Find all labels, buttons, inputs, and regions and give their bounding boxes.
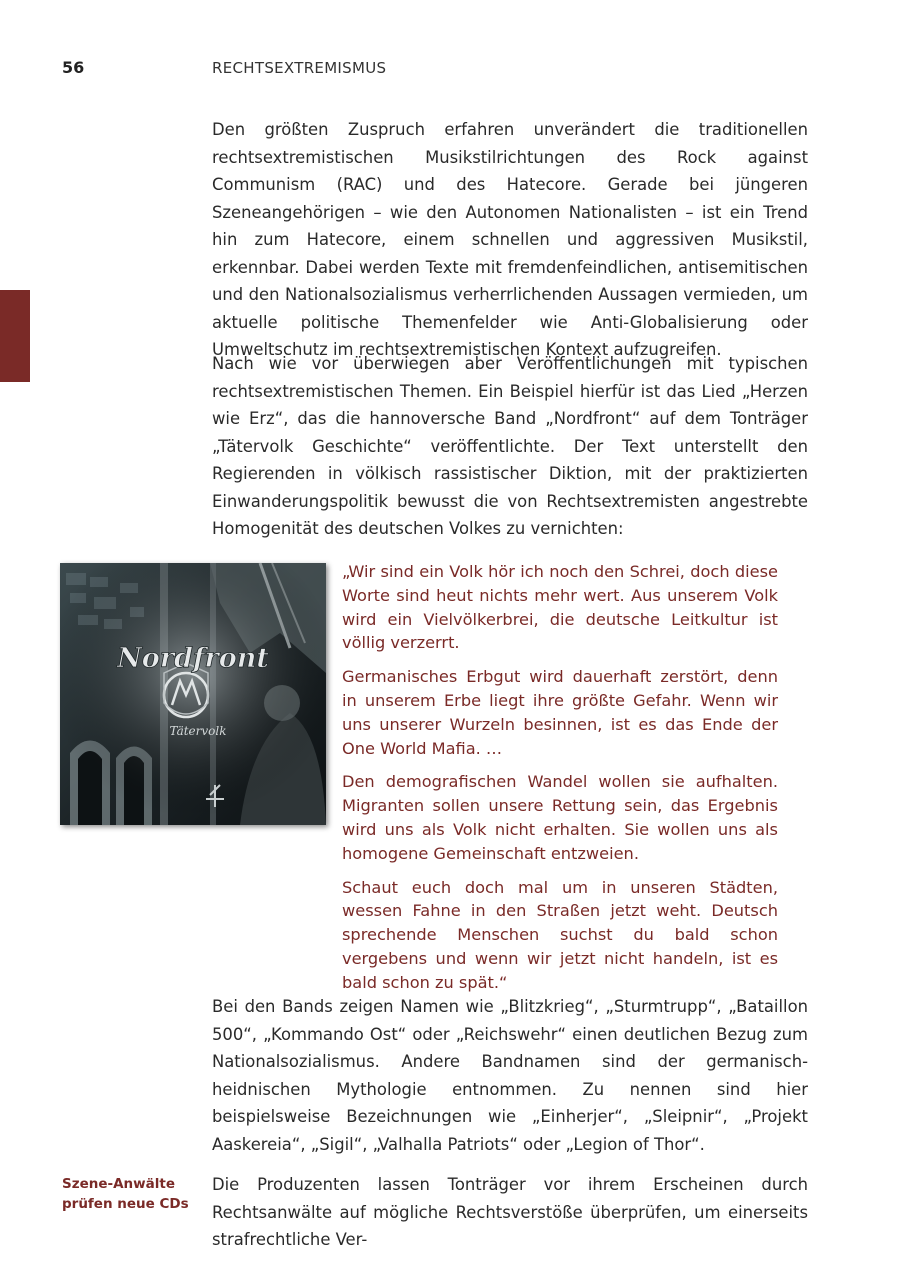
margin-note-line-1: Szene-Anwälte (62, 1176, 175, 1192)
paragraph-example: Nach wie vor überwiegen aber Veröffentlichungen mit typischen rechtsextremistischen Themen. Ein Beispiel hierfür ist das Lied „Herzen wie Erz“, das die hannoversche Band „Nordfront“ auf dem Tonträger „Tätervolk Geschichte“ veröffentlichte. Der Text unterstellt den Regierenden in völkisch rassistischer Diktion, mit der praktizierten Einwanderungspolitik bewusst die von Rechtsextremisten angestrebte Homogenität des deutschen Volkes zu vernichten: (212, 354, 808, 538)
quote-stanza-1: „Wir sind ein Volk hör ich noch den Schrei, doch diese Worte sind heut nichts mehr wert. Aus unserem Volk wird ein Vielvölkerbrei, die deutsche Leitkultur ist völlig verzerrt. (342, 562, 778, 653)
chapter-edge-tab (0, 290, 30, 382)
paragraph-intro: Den größten Zuspruch erfahren unverändert die traditionellen rechtsextremistischen Musikstilrichtungen des Rock against Communism (RAC) und des Hatecore. Gerade bei jüngeren Szeneangehörigen – wie den Autonomen Nationalisten – ist ein Trend hin zum Hatecore, einem schnellen und aggressiven Musikstil, erkennbar. Dabei werden Texte mit fremdenfeindlichen, antisemitischen und den Nationalsozialismus verherrlichenden Aussagen vermieden, um aktuelle politische Themenfelder wie Anti-Globalisierung oder Umweltschutz im rechtsextremistischen Kontext aufzugreifen. (212, 120, 808, 359)
quote-stanza-4: Schaut euch doch mal um in unseren Städten, wessen Fahne in den Straßen jetzt weht. Deutsch sprechende Menschen suchst du bald schon vergebens und wenn wir jetzt nicht handeln, ist es bald schon zu spät.“ (342, 877, 778, 992)
quote-stanza-2: Germanisches Erbgut wird dauerhaft zerstört, denn in unserem Erbe liegt ihre größte Gefahr. Wenn wir uns unserer Wurzeln besinnen, ist es das Ende der One World Mafia. … (342, 667, 778, 758)
lyrics-quote (342, 560, 778, 1005)
margin-note-line-2: prüfen neue CDs (62, 1196, 189, 1212)
quote-stanza-3: Den demografischen Wandel wollen sie aufhalten. Migranten sollen unsere Rettung sein, das Ergebnis wird uns als Volk nicht erhalten. Sie wollen uns als homogene Gemeinschaft entzweien. (342, 772, 778, 863)
paragraph-lawyers: Die Produzenten lassen Tonträger vor ihrem Erscheinen durch Rechtsanwälte auf mögliche Rechtsverstöße überprüfen, um einerseits strafrechtliche Ver- (212, 1175, 808, 1249)
album-sub-logo: Tätervolk (169, 724, 227, 738)
paragraph-band-names: Bei den Bands zeigen Namen wie „Blitzkrieg“, „Sturmtrupp“, „Bataillon 500“, „Kommando Ost“ oder „Reichswehr“ einen deutlichen Bezug zum Nationalsozialismus. Andere Bandnamen sind der germanisch-heidnischen Mythologie entnommen. Zu nennen sind hier beispielsweise Bezeichnungen wie „Einherjer“, „Sleipnir“, „Projekt Aaskereia“, „Sigil“, „Valhalla Patriots“ oder „Legion of Thor“. (212, 997, 808, 1154)
page-number: 56 (62, 58, 85, 77)
album-band-logo: Nordfront (117, 643, 269, 674)
margin-note (62, 1174, 202, 1214)
album-cover-image (60, 563, 326, 825)
running-header: RECHTSEXTREMISMUS (212, 59, 387, 77)
